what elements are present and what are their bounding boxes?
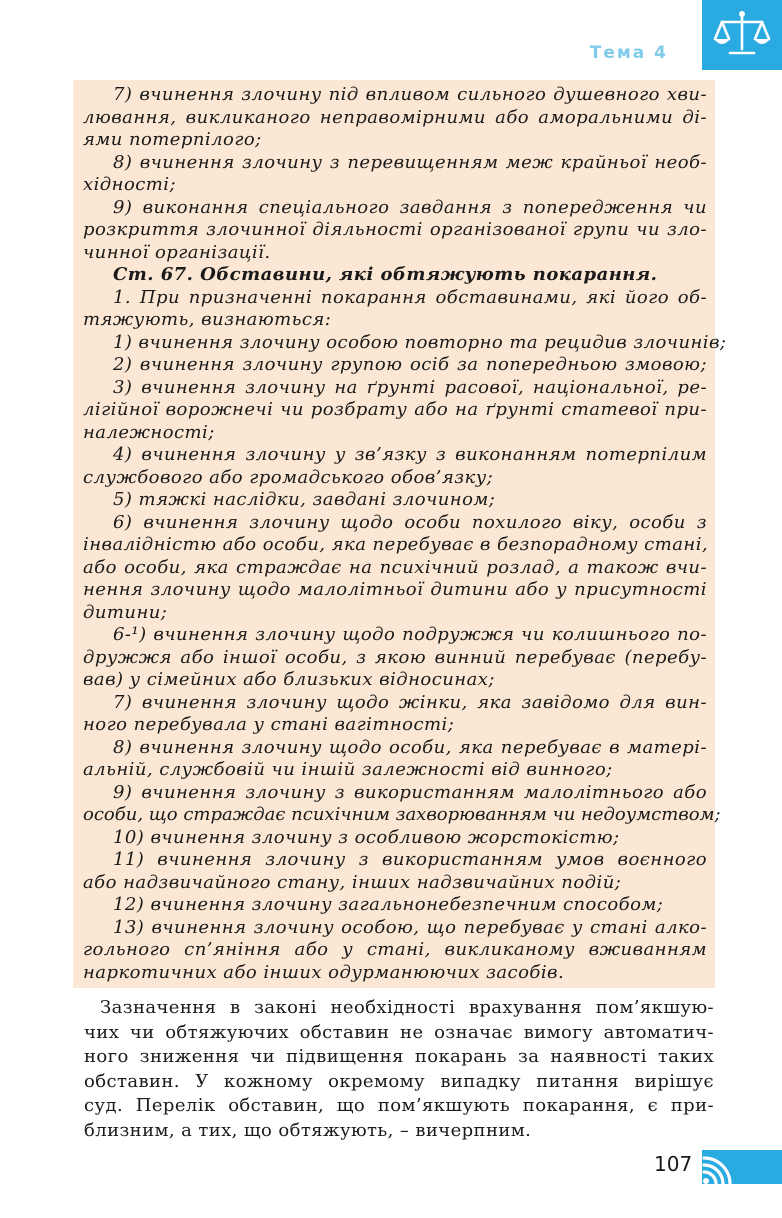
- body-line: ного зниження чи підвищення покарань за наявності таких: [84, 1046, 714, 1067]
- quote-line: або особи, яка страждає на психічний розлад, а також вчи-: [83, 556, 707, 578]
- quote-line: лігійної ворожнечі чи розбрату або на ґрунті статевої при-: [83, 399, 707, 420]
- quote-line: особи, що страждає психічним захворюванням чи недоумством;: [83, 804, 721, 825]
- quote-line: тяжують, визнаються:: [83, 309, 332, 330]
- quote-line: 13) вчинення злочину особою, що перебуває у стані алко-: [113, 916, 707, 938]
- quote-line: чинної організації.: [83, 241, 271, 263]
- article-heading: Ст. 67. Обставини, які обтяжують покарання.: [113, 264, 658, 285]
- quote-line: 8) вчинення злочину з перевищенням меж крайньої необ-: [113, 151, 707, 173]
- body-line: Зазначення в законі необхідності врахування пом’якшую-: [100, 997, 714, 1018]
- quote-line: службового або громадського обов’язку;: [83, 466, 494, 488]
- body-line: близним, а тих, що обтяжують, – вичерпним.: [84, 1119, 532, 1141]
- quote-line: ями потерпілого;: [83, 129, 262, 150]
- quote-line: 11) вчинення злочину з використанням умов воєнного: [113, 849, 707, 870]
- wifi-signal-icon: [702, 1150, 752, 1184]
- scales-icon: [712, 9, 772, 61]
- code-excerpt: [73, 80, 727, 988]
- quote-line: ного перебувала у стані вагітності;: [83, 714, 455, 735]
- quote-line: хідності;: [83, 174, 177, 195]
- quote-line: 6-¹) вчинення злочину щодо подружжя чи колишнього по-: [113, 624, 707, 645]
- quote-line: 1) вчинення злочину особою повторно та рецидив злочинів;: [113, 331, 727, 353]
- quote-line: дитини;: [83, 601, 168, 623]
- quote-line: гольного сп’яніння або у стані, викликаному вживанням: [83, 939, 707, 960]
- quote-line: вав) у сімейних або близьких відносинах;: [83, 669, 495, 690]
- quote-line: 7) вчинення злочину щодо жінки, яка завідомо для вин-: [113, 691, 707, 713]
- quote-line: належності;: [83, 421, 215, 443]
- quote-line: альній, службовій чи іншій залежності від винного;: [83, 759, 613, 780]
- quote-line: нення злочину щодо малолітньої дитини або у присутності: [83, 579, 707, 600]
- quote-line: 3) вчинення злочину на ґрунті расової, національної, ре-: [113, 376, 707, 398]
- quote-line: 9) виконання спеціального завдання з попередження чи: [113, 196, 707, 218]
- quote-line: інвалідністю або особи, яка перебуває в безпорадному стані,: [83, 534, 709, 555]
- body-line: суд. Перелік обставин, що пом’якшують покарання, є при-: [84, 1095, 714, 1116]
- quote-line: 4) вчинення злочину у зв’язку з виконанням потерпілим: [113, 444, 707, 465]
- page-tab: [702, 1150, 782, 1184]
- quote-line: наркотичних або інших одурманюючих засобів.: [83, 961, 565, 983]
- body-line: чих чи обтяжуючих обставин не означає вимогу автоматич-: [84, 1021, 714, 1043]
- quote-line: 2) вчинення злочину групою осіб за попередньою змовою;: [113, 354, 707, 375]
- topic-badge: [702, 0, 782, 70]
- topic-label: Тема 4: [589, 43, 668, 63]
- quote-line: розкриття злочинної діяльності організованої групи чи зло-: [83, 219, 707, 240]
- body-line: обставин. У кожному окремому випадку питання вирішує: [84, 1070, 714, 1092]
- quote-line: 8) вчинення злочину щодо особи, яка перебуває в матері-: [113, 736, 707, 758]
- quote-line: лювання, викликаного неправомірними або аморальними ді-: [83, 106, 707, 128]
- quote-line: дружжя або іншої особи, з якою винний перебуває (перебу-: [83, 646, 707, 668]
- quote-line: 9) вчинення злочину з використанням малолітнього або: [113, 781, 707, 803]
- quote-line: 7) вчинення злочину під впливом сильного душевного хви-: [113, 84, 707, 105]
- quote-line: 10) вчинення злочину з особливою жорстокістю;: [113, 826, 620, 848]
- quote-line: 5) тяжкі наслідки, завдані злочином;: [113, 489, 496, 510]
- quote-line: або надзвичайного стану, інших надзвичайних подій;: [83, 871, 622, 893]
- quote-line: 1. При призначенні покарання обставинами, які його об-: [113, 286, 707, 308]
- body-paragraph: [84, 996, 714, 1143]
- quote-line: 6) вчинення злочину щодо особи похилого віку, особи з: [113, 511, 707, 533]
- quote-line: 12) вчинення злочину загальнонебезпечним способом;: [113, 894, 664, 915]
- page-number: 107: [654, 1152, 693, 1176]
